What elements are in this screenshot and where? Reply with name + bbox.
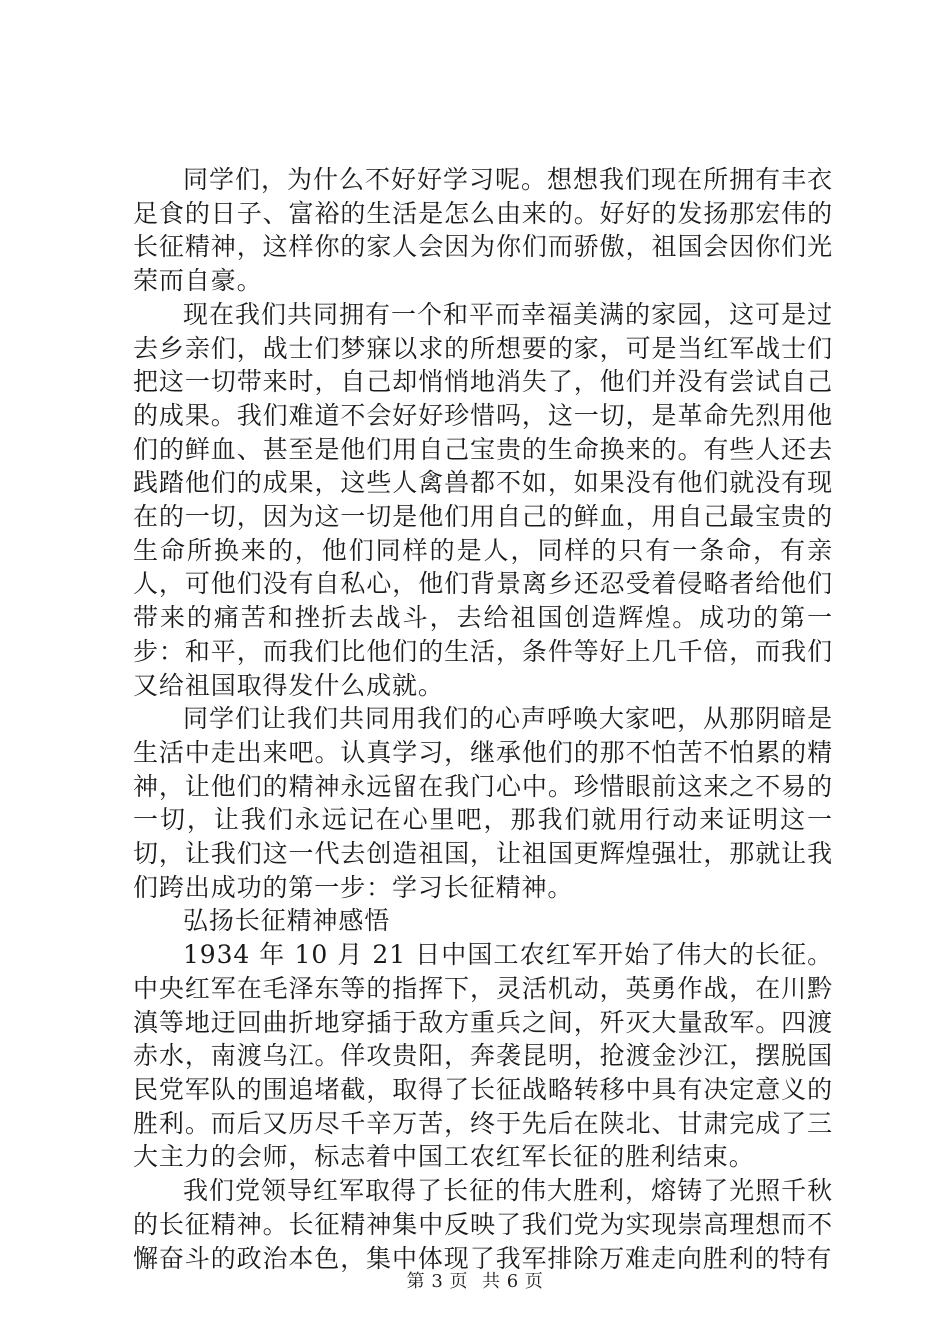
- document-body: [133, 163, 833, 1275]
- paragraph-1: 同学们，为什么不好好学习呢。想想我们现在所拥有丰衣足食的日子、富裕的生活是怎么由来的。好好的发扬那宏伟的长征精神，这样你的家人会因为你们而骄傲，祖国会因你们光荣而自豪。: [133, 165, 833, 296]
- section-paragraph-1: 1934 年 10 月 21 日中国工农红军开始了伟大的长征。中央红军在毛泽东等的指挥下，灵活机动，英勇作战，在川黔滇等地迂回曲折地穿插于敌方重兵之间，歼灭大量敌军。四渡赤水，南渡乌江。佯攻贵阳，奔袭昆明，抢渡金沙江，摆脱国民党军队的围追堵截，取得了长征战略转移中具有决定意义的胜利。而后又历尽千辛万苦，终于先后在陕北、甘肃完成了三大主力的会师，标志着中国工农红军长征的胜利结束。: [133, 940, 833, 1172]
- section-paragraph-2: 我们党领导红军取得了长征的伟大胜利，熔铸了光照千秋的长征精神。长征精神集中反映了我们党为实现崇高理想而不懈奋斗的政治本色，集中体现了我军排除万难走向胜利的特有: [133, 1176, 833, 1273]
- page-number: 第 3 页: [406, 1271, 468, 1292]
- page-total: 共 6 页: [482, 1271, 544, 1292]
- section-title: 弘扬长征精神感悟: [183, 906, 391, 936]
- page-footer: [0, 1267, 950, 1293]
- paragraph-3: 同学们让我们共同用我们的心声呼唤大家吧，从那阴暗是生活中走出来吧。认真学习，继承他们的那不怕苦不怕累的精神，让他们的精神永远留在我门心中。珍惜眼前这来之不易的一切，让我们永远记在心里吧，那我们就用行动来证明这一切，让我们这一代去创造祖国，让祖国更辉煌强壮，那就让我们跨出成功的第一步：学习长征精神。: [133, 704, 833, 902]
- paragraph-2: 现在我们共同拥有一个和平而幸福美满的家园，这可是过去乡亲们，战士们梦寐以求的所想要的家，可是当红军战士们把这一切带来时，自己却悄悄地消失了，他们并没有尝试自己的成果。我们难道不会好好珍惜吗，这一切，是革命先烈用他们的鲜血、甚至是他们用自己宝贵的生命换来的。有些人还去践踏他们的成果，这些人禽兽都不如，如果没有他们就没有现在的一切，因为这一切是他们用自己的鲜血，用自己最宝贵的生命所换来的，他们同样的是人，同样的只有一条命，有亲人，可他们没有自私心，他们背景离乡还忍受着侵略者给他们带来的痛苦和挫折去战斗，去给祖国创造辉煌。成功的第一步：和平，而我们比他们的生活，条件等好上几千倍，而我们又给祖国取得发什么成就。: [133, 299, 833, 700]
